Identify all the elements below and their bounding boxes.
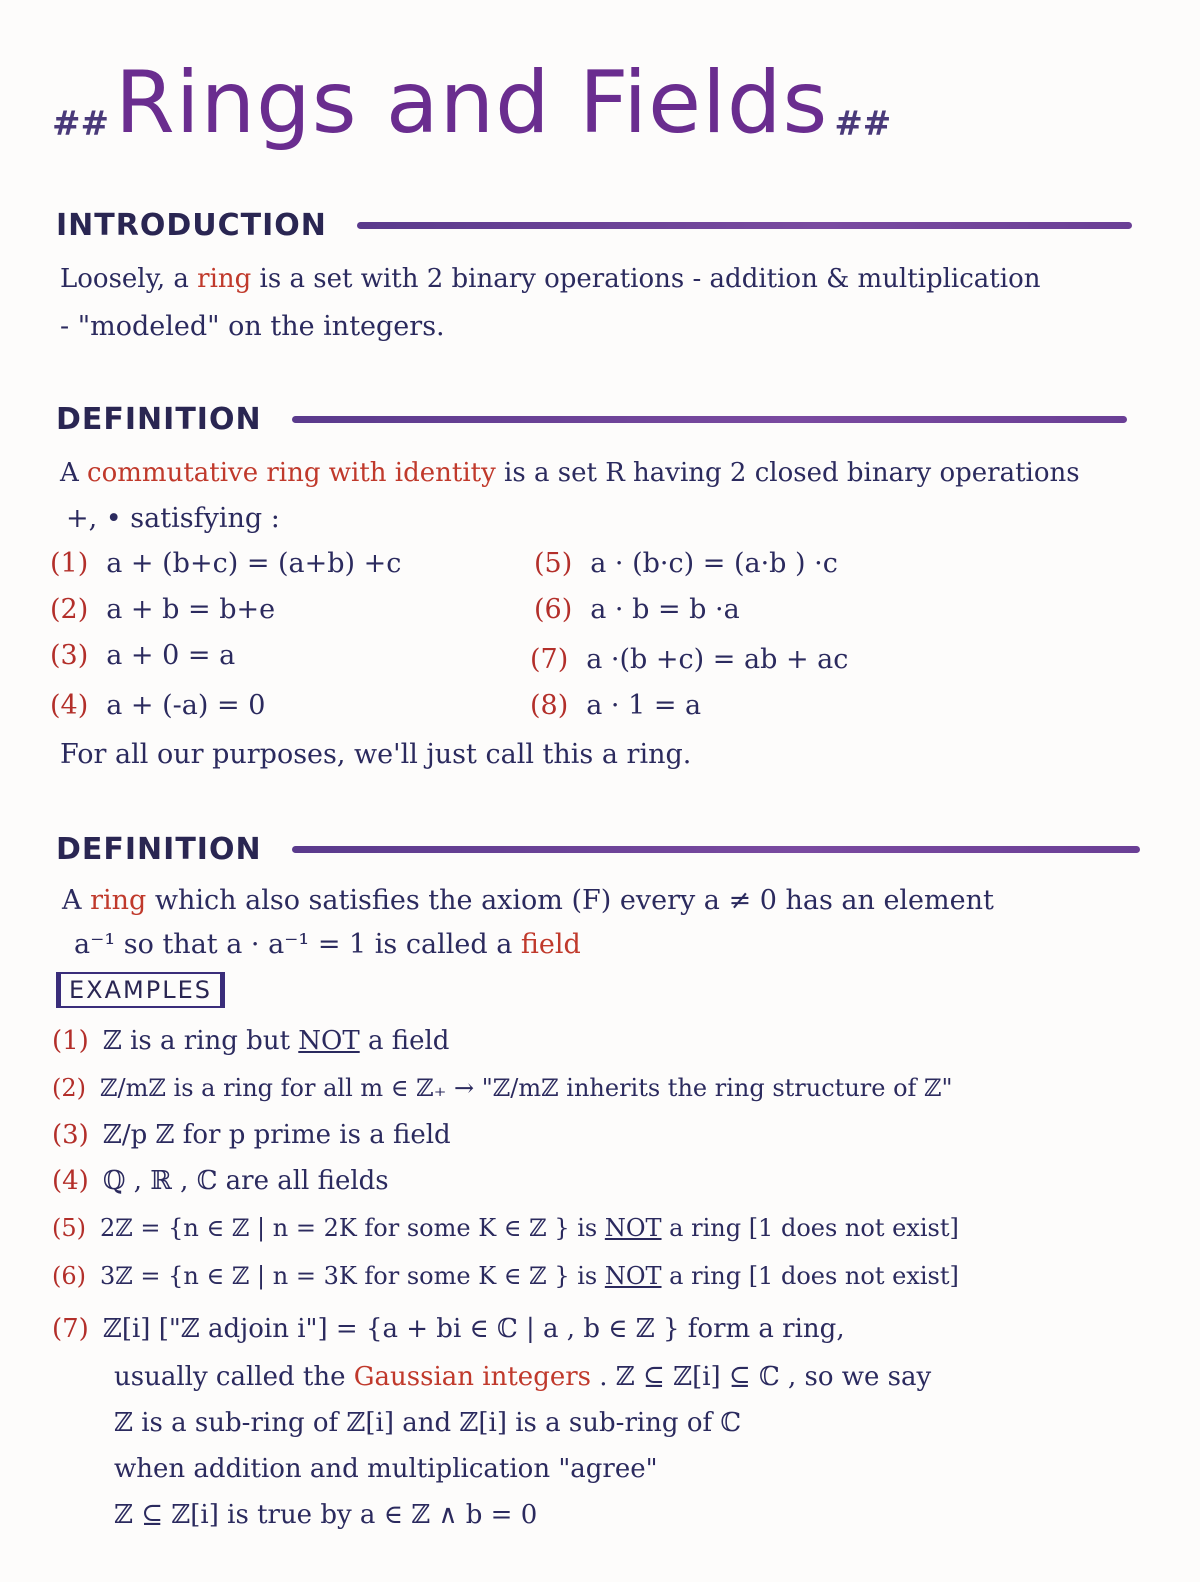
def2-line-2: a⁻¹ so that a · a⁻¹ = 1 is called a field: [74, 929, 581, 960]
intro-heading: [56, 208, 1132, 243]
def2-field-word: field: [520, 929, 581, 960]
gaussian-integers-term: Gaussian integers: [353, 1362, 591, 1392]
def1-heading-label: DEFINITION: [56, 402, 262, 437]
example-1: (1) ℤ is a ring but NOT a field: [52, 1026, 450, 1056]
example-7-line-3: ℤ is a sub-ring of ℤ[i] and ℤ[i] is a sub-ring of ℂ: [114, 1408, 742, 1438]
def2-ring-word: ring: [90, 885, 147, 916]
title-text: Rings and Fields: [114, 53, 829, 153]
example-4: (4) ℚ , ℝ , ℂ are all fields: [52, 1166, 389, 1196]
axiom-7: (7) a ·(b +c) = ab + ac: [530, 644, 849, 675]
axiom-6: (6) a · b = b ·a: [534, 594, 740, 625]
page-title: [52, 40, 891, 190]
axiom-1: (1) a + (b+c) = (a+b) +c: [50, 548, 402, 579]
def1-rule: [292, 416, 1127, 423]
example-5: (5) 2ℤ = {n ∈ ℤ | n = 2K for some K ∈ ℤ } is NOT a ring [1 does not exist]: [52, 1214, 959, 1242]
axiom-8: (8) a · 1 = a: [530, 690, 702, 721]
example-7: (7) ℤ[i] ["ℤ adjoin i"] = {a + bi ∈ ℂ | a , b ∈ ℤ } form a ring,: [52, 1314, 845, 1344]
example-3: (3) ℤ/p ℤ for p prime is a field: [52, 1120, 451, 1150]
intro-line-2: - "modeled" on the integers.: [60, 311, 445, 342]
axiom-5: (5) a · (b·c) = (a·b ) ·c: [534, 548, 838, 579]
examples-label: EXAMPLES: [69, 976, 212, 1004]
intro-heading-label: INTRODUCTION: [56, 208, 327, 243]
title-hash-right: ##: [834, 104, 892, 144]
example-7-line-5: ℤ ⊆ ℤ[i] is true by a ∈ ℤ ∧ b = 0: [114, 1500, 538, 1530]
def2-rule: [292, 846, 1140, 853]
axiom-2: (2) a + b = b+e: [50, 594, 276, 625]
def1-closing: For all our purposes, we'll just call this a ring.: [60, 739, 692, 770]
title-hash-left: ##: [52, 104, 109, 144]
intro-rule: [357, 222, 1132, 229]
axiom-3: (3) a + 0 = a: [50, 640, 236, 671]
example-7-line-4: when addition and multiplication "agree": [114, 1454, 658, 1484]
def2-line-1: A ring which also satisfies the axiom (F) every a ≠ 0 has an element: [62, 885, 994, 916]
def1-heading: [56, 402, 1127, 437]
def1-commutative-ring: commutative ring with identity: [87, 458, 496, 488]
example-6: (6) 3ℤ = {n ∈ ℤ | n = 3K for some K ∈ ℤ } is NOT a ring [1 does not exist]: [52, 1262, 959, 1290]
def2-heading: [56, 832, 1140, 867]
def1-line-1: A commutative ring with identity is a set R having 2 closed binary operations: [60, 458, 1080, 488]
intro-line-1: Loosely, a ring is a set with 2 binary operations - addition & multiplication: [60, 264, 1041, 294]
examples-label-box: [56, 972, 225, 1008]
def1-line-2: +, • satisfying :: [66, 503, 280, 534]
def2-heading-label: DEFINITION: [56, 832, 262, 867]
example-7-line-2: usually called the Gaussian integers . ℤ ⊆ ℤ[i] ⊆ ℂ , so we say: [114, 1362, 932, 1392]
intro-ring-word: ring: [197, 264, 252, 294]
example-2: (2) ℤ/mℤ is a ring for all m ∈ ℤ₊ → "ℤ/mℤ inherits the ring structure of ℤ": [52, 1074, 953, 1102]
axiom-4: (4) a + (-a) = 0: [50, 690, 266, 721]
